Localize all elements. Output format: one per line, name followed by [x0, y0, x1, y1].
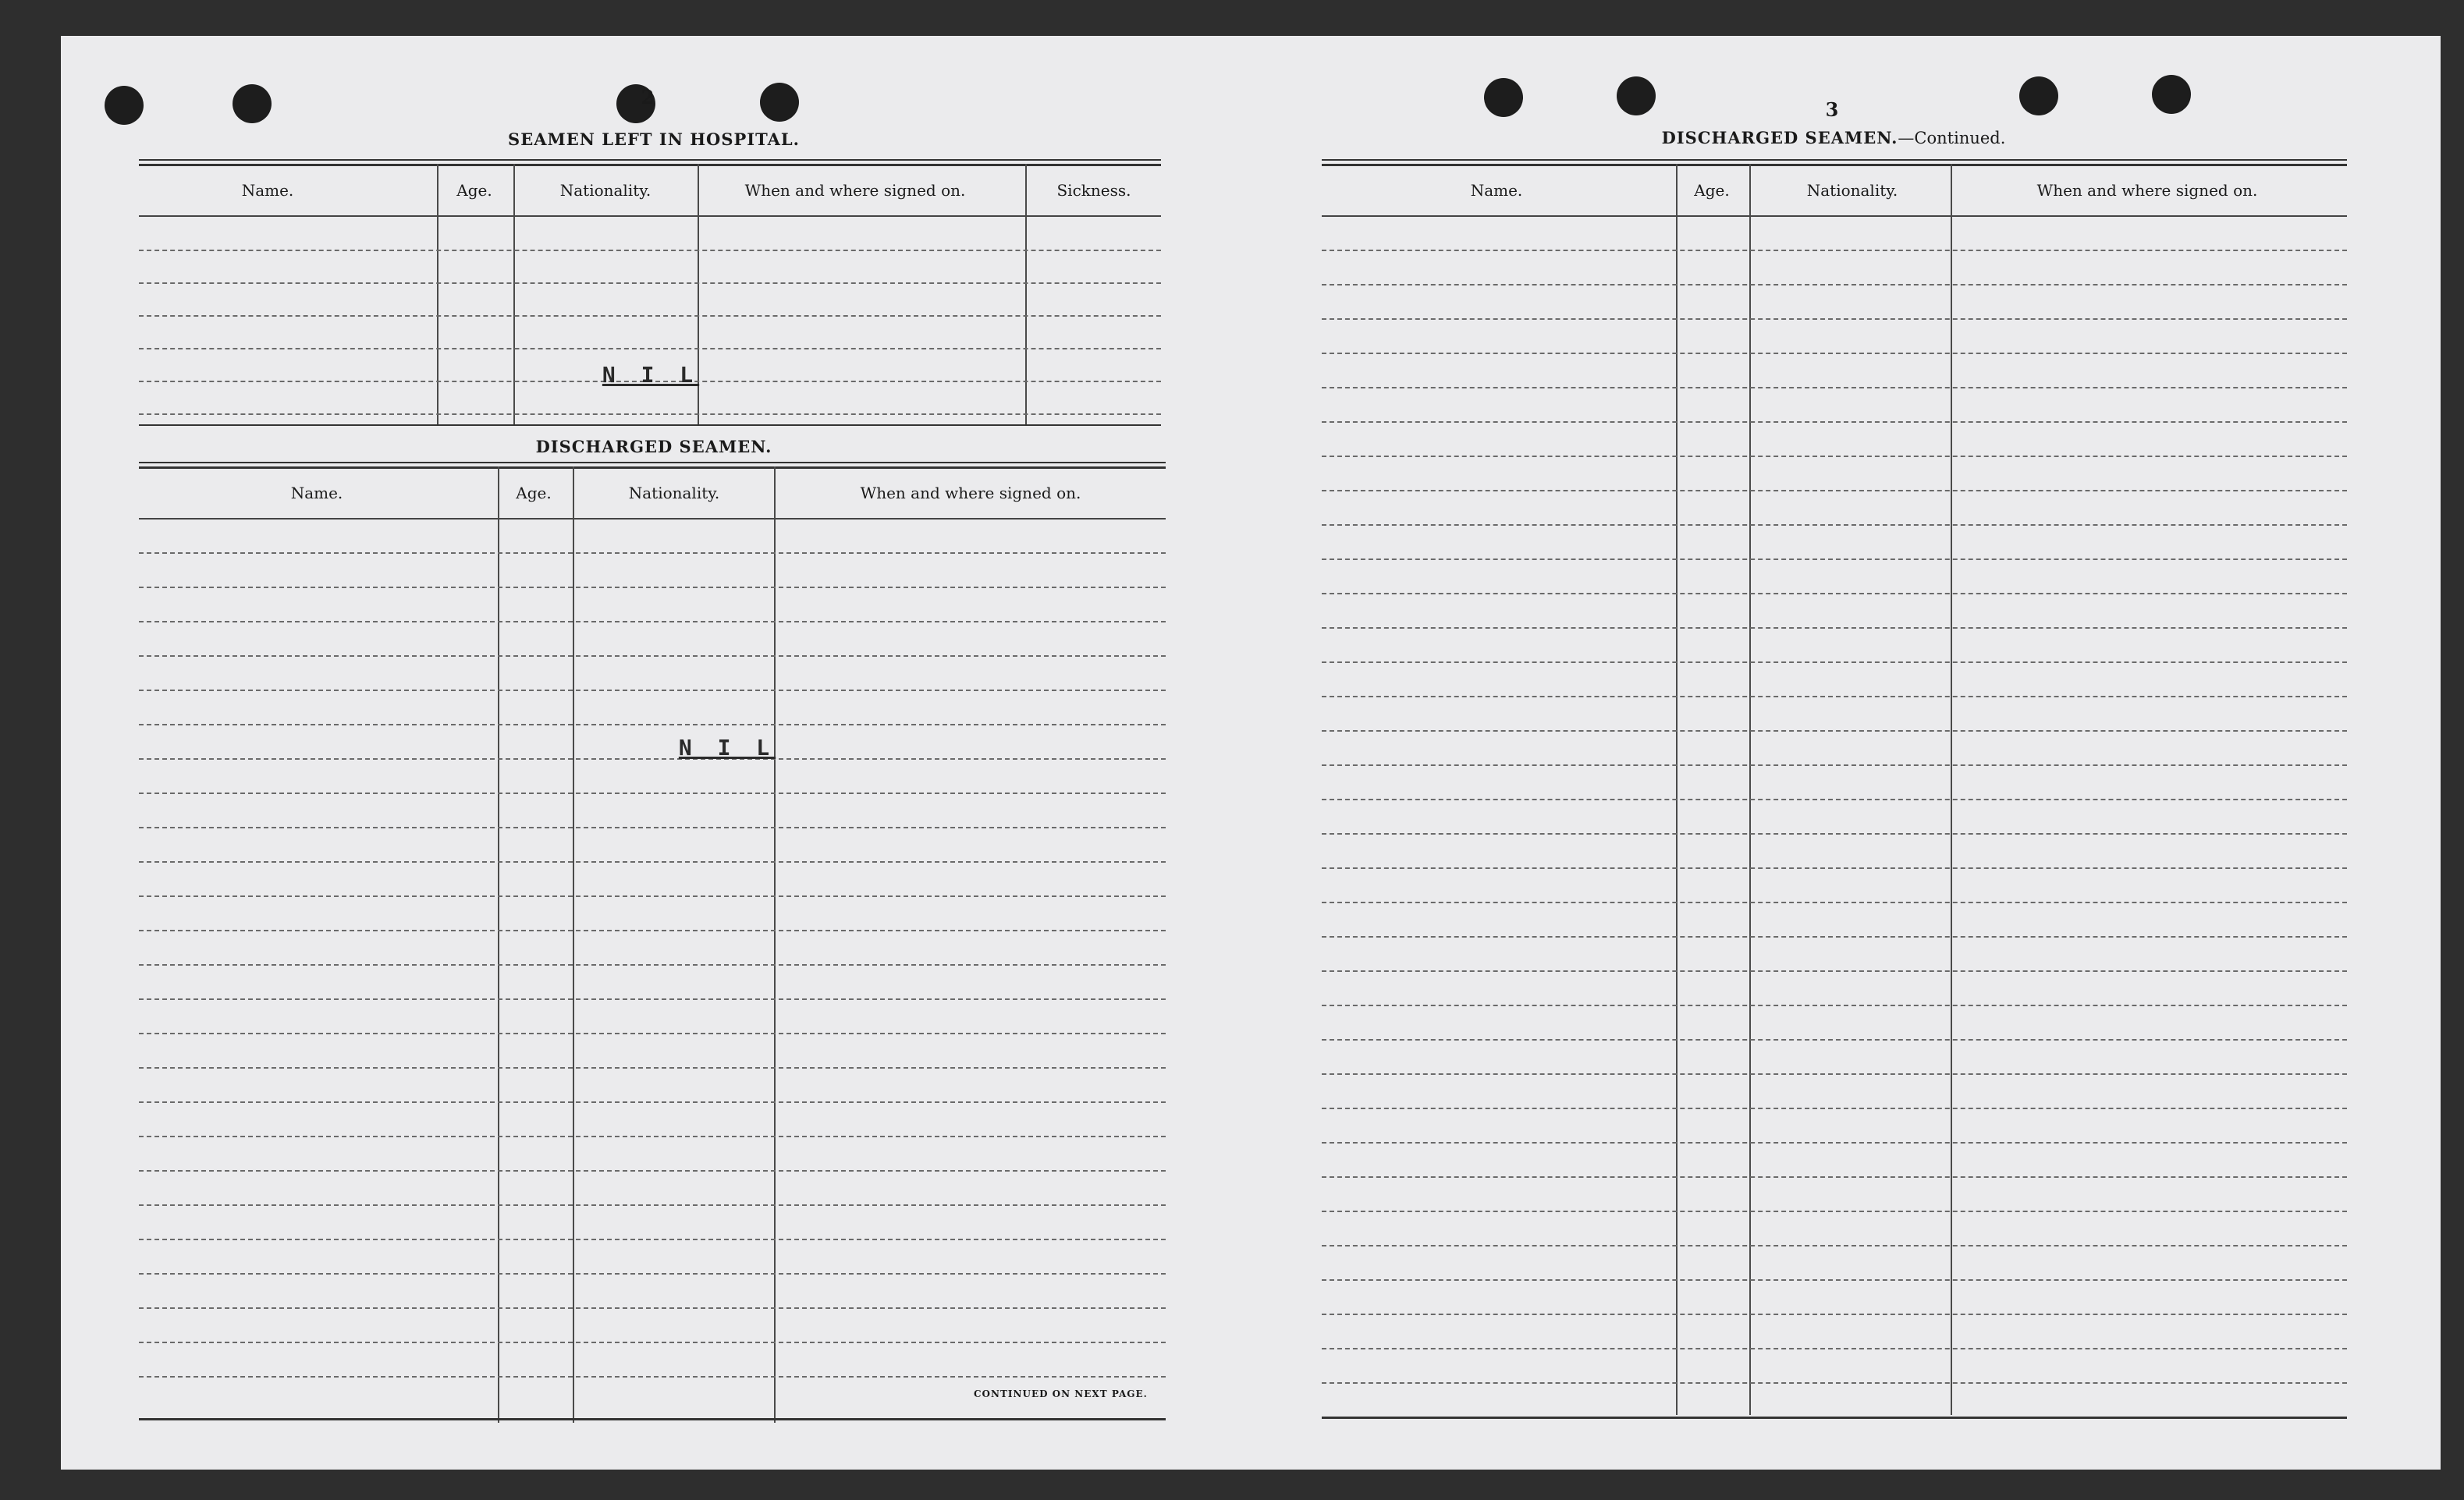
col-header-signed-on: When and where signed on.: [860, 484, 1081, 502]
col-header-nationality: Nationality.: [628, 484, 720, 502]
discharged-table: [139, 462, 1166, 1424]
right-page-number: 3: [1825, 98, 1839, 121]
punch-hole: [1617, 76, 1656, 115]
col-header-age: Age.: [516, 484, 552, 502]
manifest-sheet: [61, 36, 2441, 1470]
col-header-name: Name.: [290, 484, 343, 502]
punch-hole: [105, 86, 144, 125]
punch-hole: [233, 84, 272, 123]
punch-hole: [2019, 76, 2058, 115]
punch-hole: [1484, 78, 1523, 117]
col-header-nationality: Nationality.: [559, 181, 652, 200]
continued-footnote: CONTINUED ON NEXT PAGE.: [974, 1388, 1148, 1399]
discharged-continued-title: [1662, 128, 2006, 147]
col-header-nationality: Nationality.: [1806, 181, 1898, 200]
punch-hole: [2152, 75, 2191, 114]
col-header-age: Age.: [1694, 181, 1730, 200]
col-header-name: Name.: [1470, 181, 1523, 200]
discharged-continued-table: [1322, 159, 2347, 1423]
col-header-signed-on: When and where signed on.: [744, 181, 966, 200]
hospital-nil-entry: N I L: [602, 362, 700, 388]
col-header-age: Age.: [456, 181, 492, 200]
discharged-section-title: DISCHARGED SEAMEN.: [535, 437, 772, 456]
col-header-signed-on: When and where signed on.: [2036, 181, 2258, 200]
left-page-number: 2: [641, 86, 655, 108]
hospital-table: [139, 159, 1161, 432]
punch-hole: [760, 83, 799, 122]
discharged-nil-entry: N I L: [678, 735, 776, 761]
col-header-sickness: Sickness.: [1056, 181, 1131, 200]
col-header-name: Name.: [241, 181, 294, 200]
hospital-section-title: SEAMEN LEFT IN HOSPITAL.: [508, 129, 800, 149]
discharged-continued-title-text: DISCHARGED SEAMEN.: [1661, 128, 1898, 147]
continued-suffix: —Continued.: [1898, 129, 2006, 147]
